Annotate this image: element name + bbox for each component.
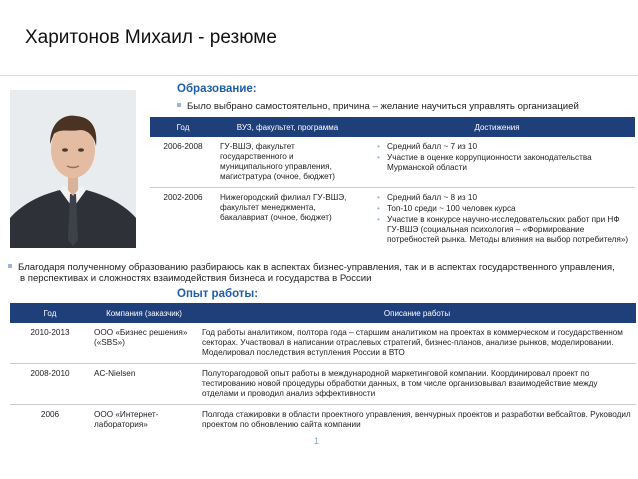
experience-description: Полуторагодовой опыт работы в международной маркетинговой компании. Координировал проект по тестированию новой процедуры обработки данных, в том числе организовывал взаимодействие между отделами и проводил анализ эффективности (198, 364, 636, 405)
education-heading: Образование: (177, 83, 257, 95)
education-school: Нижегородский филиал ГУ-ВШЭ, факультет менеджмента, бакалавриат (очное, бюджет) (220, 193, 347, 222)
experience-description: Год работы аналитиком, полтора года – старшим аналитиком на проектах в коммерческом и государственном секторах. Участвовал в написании отраслевых стратегий, бизнес-планов, анализе рынков, моделировании. Моделировал последствия вступления России в ВТО (198, 323, 636, 364)
education-achievements (359, 137, 635, 188)
page-number: 1 (314, 436, 320, 446)
experience-company: AC-Nielsen (90, 364, 198, 405)
table-row (10, 323, 636, 364)
header-divider (0, 75, 638, 76)
bullet-marker (177, 103, 181, 107)
experience-year: 2008-2010 (10, 364, 90, 405)
achievement-item: • Средний балл ~ 7 из 10 (377, 142, 631, 152)
table-row (150, 188, 635, 252)
table-row (10, 405, 636, 436)
profile-photo (10, 90, 136, 248)
achievement-item: • Участие в конкурсе научно-исследовательских работ при НФ ГУ-ВШЭ (социальная психология – «Формирование потребностей рынка. Методы влияния на выбор потребителя») (377, 215, 631, 245)
experience-year: 2006 (40, 410, 60, 419)
bullet-marker (8, 264, 12, 268)
experience-year: 2010-2013 (10, 323, 90, 364)
education-col-achievements: Достижения (359, 117, 635, 137)
experience-col-company: Компания (заказчик) (90, 303, 198, 323)
experience-col-year: Год (10, 303, 90, 323)
education-year: 2002-2006 (163, 193, 203, 202)
achievement-item: • Топ-10 среди ~ 100 человек курса (377, 204, 631, 214)
experience-heading: Опыт работы: (177, 288, 259, 300)
education-col-year: Год (150, 117, 216, 137)
achievement-item: • Участие в оценке коррупционности законодательства Мурманской области (377, 153, 631, 173)
page-title: Харитонов Михаил - резюме (25, 27, 277, 48)
education-intro-text: Было выбрано самостоятельно, причина – желание научиться управлять организацией (187, 101, 579, 112)
experience-company: ООО «Бизнес решения» («SBS») (90, 323, 198, 364)
education-school: ГУ-ВШЭ, факультет государственного и муниципального управления, магистратура (очное, бюджет) (216, 137, 359, 188)
education-table (150, 117, 635, 251)
education-summary-text: Благодаря полученному образованию разбираюсь как в аспектах бизнес-управления, так и в аспектах государственного управления, в перспективах и сложностях взаимодействия бизнеса и государства в России (18, 262, 615, 284)
education-intro (177, 101, 579, 112)
education-achievements (359, 188, 635, 252)
experience-table (10, 303, 636, 435)
education-year: 2006-2008 (150, 137, 216, 188)
education-summary (8, 262, 620, 284)
table-row (10, 364, 636, 405)
achievement-item: • Средний балл ~ 8 из 10 (377, 193, 631, 203)
experience-company: ООО «Интернет-лаборатория» (94, 410, 159, 429)
table-row (150, 137, 635, 188)
experience-col-description: Описание работы (198, 303, 636, 323)
education-col-school: ВУЗ, факультет, программа (216, 117, 359, 137)
experience-description: Полгода стажировки в области проектного управления, венчурных проектов и разработки вебсайтов. Руководил проектом по обновлению сайта компании (202, 410, 631, 429)
